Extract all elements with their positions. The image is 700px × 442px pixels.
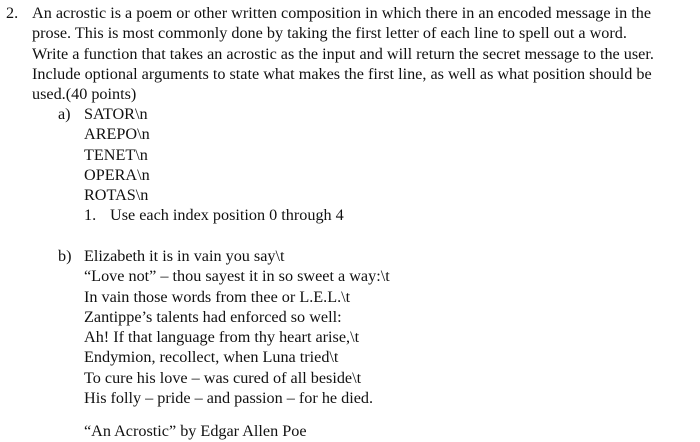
part-a-label: a) bbox=[58, 105, 71, 123]
question-prompt bbox=[32, 3, 696, 104]
poem-line: Zantippe’s talents had enforced so well: bbox=[84, 307, 342, 326]
prompt-line: An acrostic is a poem or other written composition in which there in an encoded message in the bbox=[32, 4, 651, 22]
poem-line: To cure his love – was cured of all beside\t bbox=[84, 368, 362, 387]
prompt-line: Include optional arguments to state what makes the first line, as well as what position should be bbox=[32, 64, 652, 83]
acrostic-line: TENET\n bbox=[84, 145, 148, 164]
prompt-line: used.(40 points) bbox=[32, 85, 137, 104]
prompt-line: Write a function that takes an acrostic as the input and will return the secret message to the user. bbox=[32, 44, 654, 63]
poem-line: Elizabeth it is in vain you say\t bbox=[84, 247, 285, 265]
poem-line: In vain those words from thee or L.E.L.\t bbox=[84, 287, 351, 306]
sub-item-text: Use each index position 0 through 4 bbox=[110, 206, 344, 224]
question-number: 2. bbox=[6, 4, 19, 22]
part-b-label: b) bbox=[58, 247, 72, 265]
acrostic-line: OPERA\n bbox=[84, 165, 150, 184]
part-b-poem bbox=[84, 246, 390, 408]
poem-line: Ah! If that language from thy heart arise,\t bbox=[84, 328, 360, 347]
poem-line: “Love not” – thou sayest it in so sweet a way:\t bbox=[84, 267, 390, 286]
part-a-sub-item bbox=[84, 205, 344, 225]
acrostic-line: SATOR\n bbox=[84, 105, 148, 123]
part-a-acrostic bbox=[84, 104, 150, 205]
prompt-line: prose. This is most commonly done by taking the first letter of each line to spell out a word. bbox=[32, 24, 627, 43]
poem-line: Endymion, recollect, when Luna tried\t bbox=[84, 348, 339, 367]
sub-item-number: 1. bbox=[84, 206, 97, 224]
poem-line: His folly – pride – and passion – for he died. bbox=[84, 389, 374, 408]
poem-attribution: “An Acrostic” by Edgar Allen Poe bbox=[84, 422, 307, 440]
acrostic-line: ROTAS\n bbox=[84, 186, 149, 205]
acrostic-line: AREPO\n bbox=[84, 125, 150, 144]
